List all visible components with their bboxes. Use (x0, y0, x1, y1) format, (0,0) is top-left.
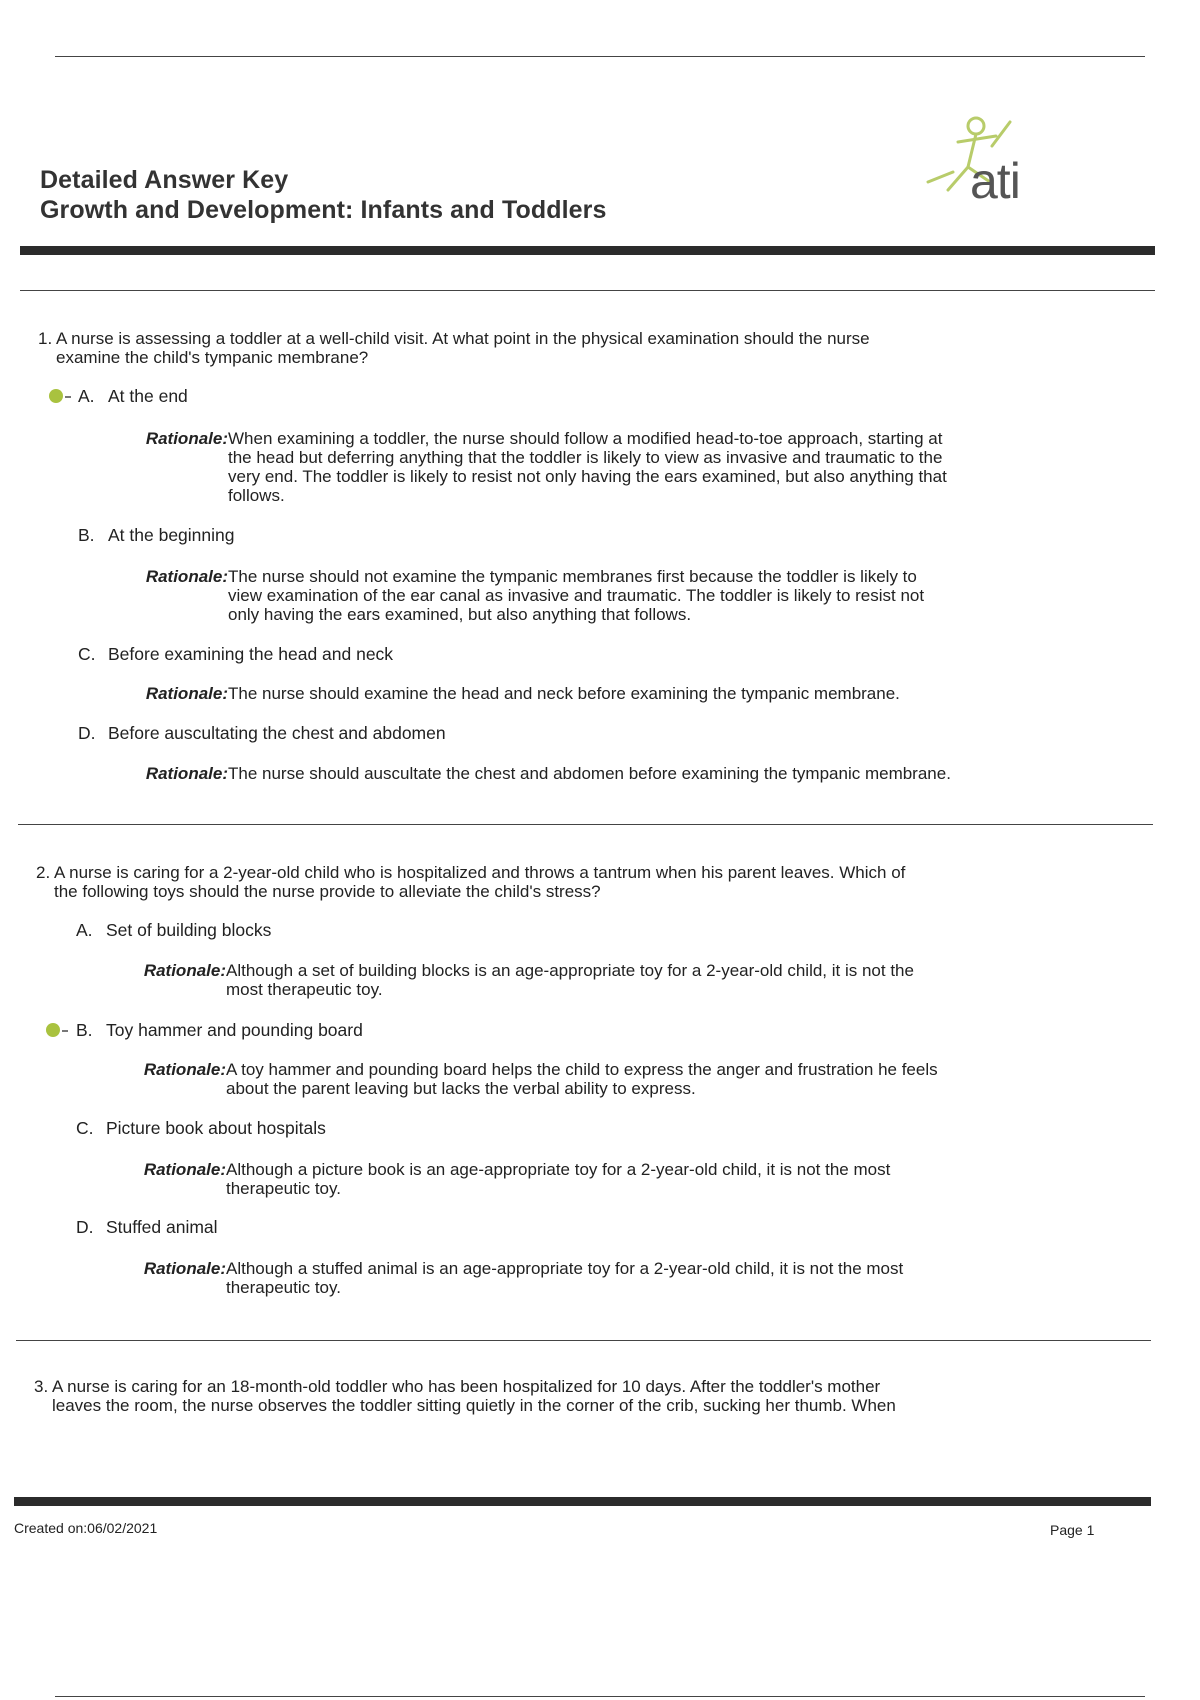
document-title: Detailed Answer Key (40, 166, 289, 194)
rationale-text (226, 961, 1106, 999)
option-letter: D. (78, 723, 96, 743)
option-label: Before auscultating the chest and abdomen (108, 723, 446, 743)
rationale-line: The nurse should examine the head and neck before examining the tympanic membrane. (228, 684, 900, 703)
correct-answer-marker-icon (46, 1023, 60, 1037)
option-1d (78, 723, 446, 744)
option-label: Before examining the head and neck (108, 644, 394, 664)
ati-logo-text: ati (970, 153, 1020, 209)
option-label: Set of building blocks (106, 920, 272, 940)
rationale-line: When examining a toddler, the nurse should follow a modified head-to-toe approach, starting at (228, 429, 943, 448)
option-label: Stuffed animal (106, 1217, 218, 1237)
question-text-line2: the following toys should the nurse provide to alleviate the child's stress? (54, 882, 601, 901)
question-divider (16, 1340, 1151, 1341)
question-text-line1: A nurse is assessing a toddler at a well-child visit. At what point in the physical examination should the nurse (56, 329, 870, 348)
option-2d (76, 1217, 218, 1238)
question-divider (18, 824, 1153, 825)
question-text-line1: A nurse is caring for a 2-year-old child who is hospitalized and throws a tantrum when his parent leaves. Which of (54, 863, 906, 882)
rationale-line: Although a set of building blocks is an age-appropriate toy for a 2-year-old child, it is not the (226, 961, 914, 980)
rationale-label: Rationale: (145, 567, 228, 586)
option-1b (78, 525, 235, 546)
question-text-line2: leaves the room, the nurse observes the toddler sitting quietly in the corner of the crib, sucking her thumb. When (52, 1396, 896, 1415)
option-letter: C. (76, 1118, 94, 1138)
rationale-line: follows. (228, 486, 285, 505)
rationale-text (228, 684, 1108, 703)
footer-thick-rule (14, 1497, 1151, 1506)
rationale-label: Rationale: (145, 764, 228, 783)
rationale-text (226, 1259, 1106, 1297)
rationale-line: therapeutic toy. (226, 1278, 341, 1297)
top-border-line (55, 56, 1145, 57)
marker-dash (62, 1030, 68, 1032)
rationale-text (228, 429, 1108, 505)
page-number: Page 1 (1050, 1522, 1095, 1538)
question-number: 1. (38, 329, 53, 348)
rationale-line: most therapeutic toy. (226, 980, 383, 999)
bottom-border-line (55, 1696, 1145, 1697)
rationale-line: the head but deferring anything that the toddler is likely to view as invasive and traumatic to the (228, 448, 943, 467)
created-date: Created on:06/02/2021 (14, 1520, 158, 1536)
option-label: Toy hammer and pounding board (106, 1020, 363, 1040)
option-1c (78, 644, 393, 665)
option-2a (76, 920, 271, 941)
rationale-line: Although a stuffed animal is an age-appropriate toy for a 2-year-old child, it is not the most (226, 1259, 904, 1278)
option-letter: A. (76, 920, 93, 940)
rationale-line: The nurse should not examine the tympanic membranes first because the toddler is likely to (228, 567, 917, 586)
rationale-label: Rationale: (143, 961, 226, 980)
rationale-text (226, 1060, 1106, 1098)
rationale-text (226, 1160, 1106, 1198)
question-text-line2: examine the child's tympanic membrane? (56, 348, 369, 367)
question-number: 3. (34, 1377, 49, 1396)
rationale-line: view examination of the ear canal as invasive and traumatic. The toddler is likely to resist not (228, 586, 925, 605)
option-letter: C. (78, 644, 96, 664)
question-text-line1: A nurse is caring for an 18-month-old toddler who has been hospitalized for 10 days. After the toddler's mother (52, 1377, 881, 1396)
option-1a (78, 386, 188, 407)
rationale-label: Rationale: (143, 1160, 226, 1179)
rationale-text (228, 567, 1108, 624)
option-2b (76, 1020, 363, 1041)
option-letter: B. (76, 1020, 93, 1040)
document-subtitle: Growth and Development: Infants and Toddlers (40, 196, 607, 224)
rationale-line: The nurse should auscultate the chest and abdomen before examining the tympanic membrane. (228, 764, 951, 783)
header-thin-rule (20, 290, 1155, 291)
rationale-label: Rationale: (145, 684, 228, 703)
rationale-line: A toy hammer and pounding board helps the child to express the anger and frustration he feels (226, 1060, 938, 1079)
option-label: Picture book about hospitals (106, 1118, 326, 1138)
rationale-line: Although a picture book is an age-appropriate toy for a 2-year-old child, it is not the most (226, 1160, 891, 1179)
marker-dash (65, 396, 71, 398)
correct-answer-marker-icon (49, 389, 63, 403)
rationale-line: therapeutic toy. (226, 1179, 341, 1198)
rationale-line: about the parent leaving but lacks the verbal ability to express. (226, 1079, 696, 1098)
question-3 (34, 1377, 1034, 1415)
question-number: 2. (36, 863, 51, 882)
option-letter: A. (78, 386, 95, 406)
rationale-line: very end. The toddler is likely to resist not only having the ears examined, but also anything that (228, 467, 947, 486)
option-label: At the beginning (108, 525, 235, 545)
rationale-label: Rationale: (145, 429, 228, 448)
question-1 (38, 329, 1038, 367)
option-letter: D. (76, 1217, 94, 1237)
header-thick-rule (20, 246, 1155, 255)
question-2 (36, 863, 1036, 901)
rationale-text (228, 764, 1108, 783)
option-2c (76, 1118, 326, 1139)
rationale-line: only having the ears examined, but also anything that follows. (228, 605, 692, 624)
rationale-label: Rationale: (143, 1259, 226, 1278)
rationale-label: Rationale: (143, 1060, 226, 1079)
option-letter: B. (78, 525, 95, 545)
option-label: At the end (108, 386, 188, 406)
